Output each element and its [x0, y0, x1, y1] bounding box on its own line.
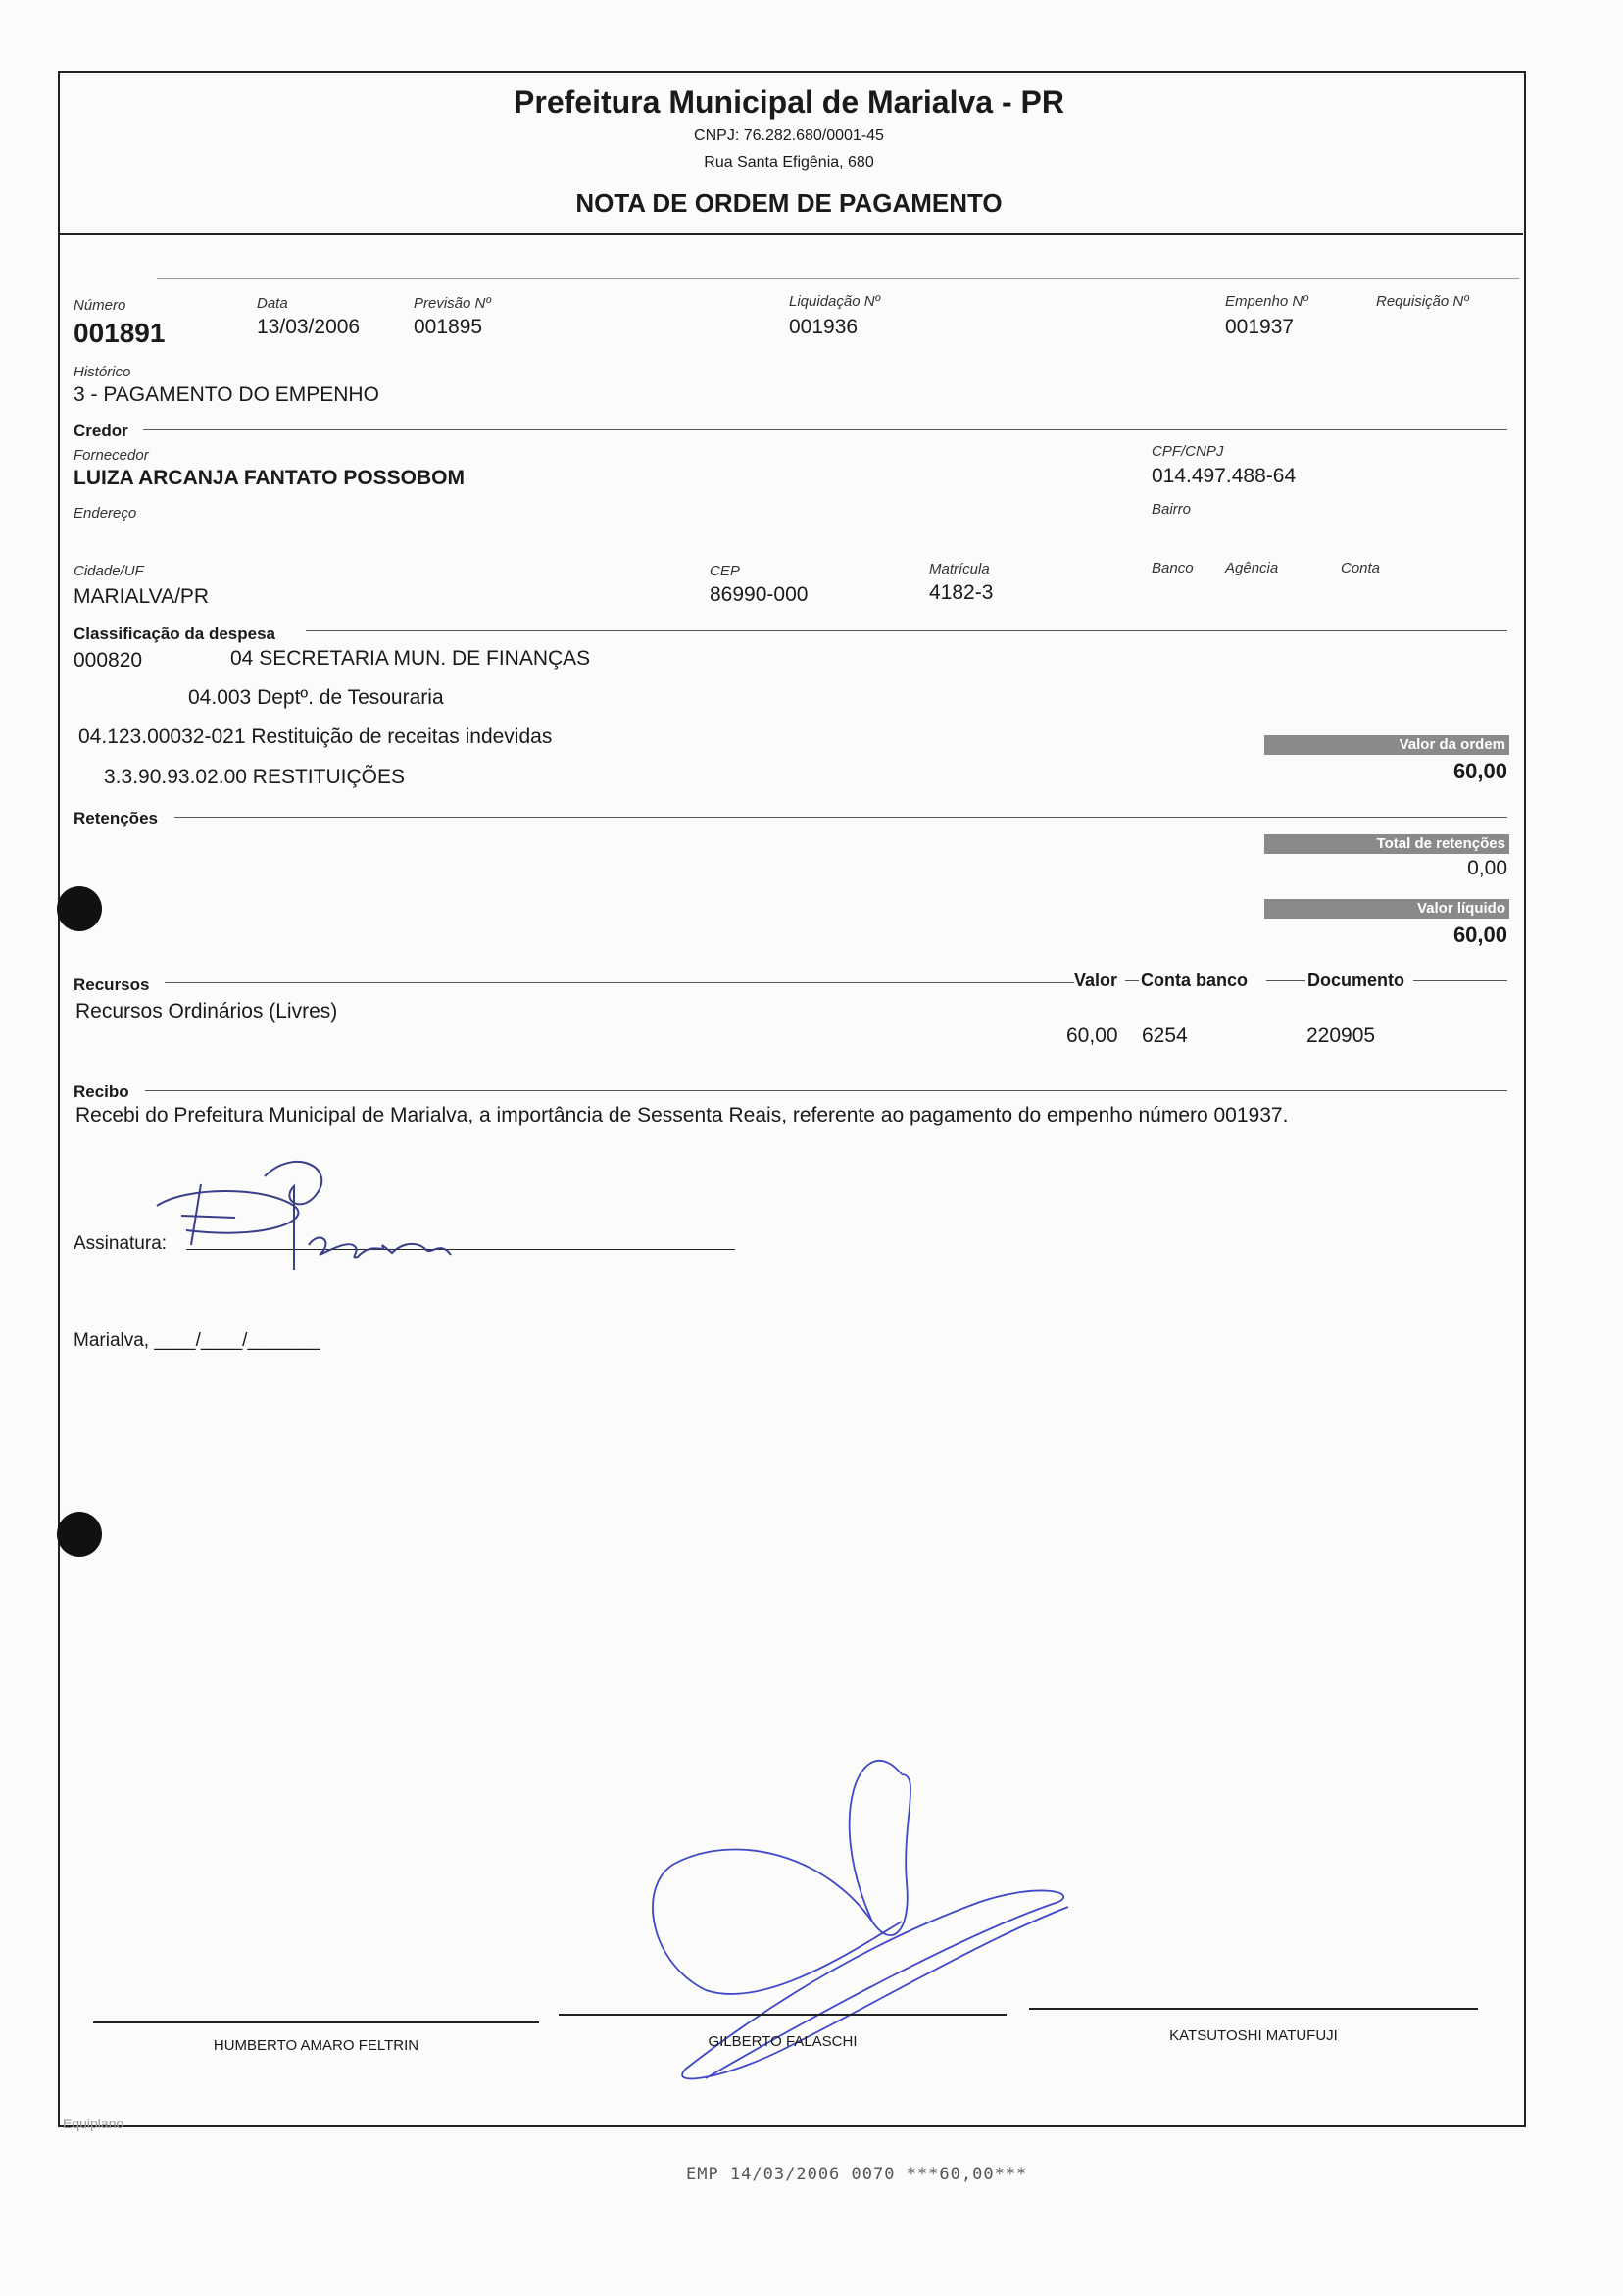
classificacao-line3: 04.123.00032-021 Restituição de receitas indevidas	[78, 725, 553, 748]
cidade-label: Cidade/UF	[74, 563, 144, 579]
signatory-3: KATSUTOSHI MATUFUJI	[1169, 2027, 1338, 2044]
recursos-dash-2	[1266, 980, 1305, 981]
valor-liquido-value: 60,00	[1452, 923, 1507, 947]
recibo-text: Recebi do Prefeitura Municipal de Marialva, a importância de Sessenta Reais, referente ao pagamento do empenho número 001937.	[75, 1104, 1289, 1126]
previsao-label: Previsão Nº	[414, 295, 491, 312]
valor-ordem-label: Valor da ordem	[1399, 736, 1505, 753]
fornecedor-value: LUIZA ARCANJA FANTATO POSSOBOM	[74, 467, 465, 489]
retencoes-divider	[174, 817, 1507, 818]
total-retencoes-label: Total de retenções	[1376, 835, 1505, 852]
total-retencoes-value: 0,00	[1467, 857, 1507, 879]
data-value: 13/03/2006	[257, 316, 361, 338]
cep-value: 86990-000	[710, 583, 809, 606]
historico-value: 3 - PAGAMENTO DO EMPENHO	[74, 383, 379, 406]
liquidacao-label: Liquidação Nº	[789, 293, 881, 310]
liquidacao-value: 001936	[789, 316, 859, 338]
recursos-dash-1	[1125, 980, 1139, 981]
numero-label: Número	[74, 297, 126, 314]
recibo-section: Recibo	[74, 1082, 129, 1101]
classificacao-line4: 3.3.90.93.02.00 RESTITUIÇÕES	[104, 766, 405, 788]
cpf-label: CPF/CNPJ	[1152, 443, 1224, 460]
header-divider	[59, 233, 1523, 235]
signature-line-1	[93, 2021, 539, 2023]
valor-ordem-value: 60,00	[1452, 759, 1507, 783]
endereco-label: Endereço	[74, 505, 137, 522]
cep-label: CEP	[710, 563, 740, 579]
recursos-valor-label: Valor	[1074, 971, 1118, 990]
cpf-value: 014.497.488-64	[1152, 465, 1297, 487]
recursos-documento-label: Documento	[1307, 971, 1404, 990]
recipient-signature	[147, 1147, 461, 1284]
empenho-label: Empenho Nº	[1225, 293, 1308, 310]
document-title: NOTA DE ORDEM DE PAGAMENTO	[575, 188, 1003, 218]
recursos-conta-label: Conta banco	[1141, 971, 1249, 990]
classificacao-divider	[306, 630, 1507, 631]
recibo-divider	[145, 1090, 1507, 1091]
recursos-section: Recursos	[74, 975, 150, 994]
numero-value: 001891	[74, 318, 166, 348]
classificacao-section: Classificação da despesa	[74, 624, 276, 643]
address-text: Rua Santa Efigênia, 680	[704, 154, 874, 171]
retencoes-section: Retenções	[74, 809, 158, 827]
total-retencoes-bar	[1264, 834, 1509, 854]
valor-liquido-bar	[1264, 899, 1509, 919]
fornecedor-label: Fornecedor	[74, 447, 149, 464]
data-label: Data	[257, 295, 288, 312]
bairro-label: Bairro	[1152, 501, 1192, 518]
assinatura-label: Assinatura:	[74, 1233, 168, 1254]
signature-line-3	[1029, 2008, 1478, 2010]
signatory-1: HUMBERTO AMARO FELTRIN	[213, 2037, 419, 2054]
recursos-valor: 60,00	[1066, 1024, 1118, 1047]
matricula-label: Matrícula	[929, 561, 990, 577]
historico-label: Histórico	[74, 364, 131, 380]
matricula-value: 4182-3	[929, 581, 994, 604]
classificacao-code: 000820	[74, 649, 143, 672]
punch-hole-bottom	[57, 1512, 102, 1557]
requisicao-label: Requisição Nº	[1376, 293, 1469, 310]
credor-section: Credor	[74, 422, 128, 440]
cnpj-text: CNPJ: 76.282.680/0001-45	[694, 127, 884, 144]
empenho-value: 001937	[1225, 316, 1295, 338]
classificacao-line1: 04 SECRETARIA MUN. DE FINANÇAS	[230, 647, 591, 670]
conta-label: Conta	[1341, 560, 1381, 576]
recursos-documento: 220905	[1306, 1024, 1376, 1047]
agencia-label: Agência	[1225, 560, 1279, 576]
valor-liquido-label: Valor líquido	[1416, 900, 1505, 917]
recursos-divider	[165, 982, 1074, 983]
cidade-value: MARIALVA/PR	[74, 585, 210, 608]
punch-hole-top	[57, 886, 102, 931]
recursos-conta: 6254	[1142, 1024, 1188, 1047]
valor-ordem-bar	[1264, 735, 1509, 755]
previsao-value: 001895	[414, 316, 483, 338]
signature-line-2	[559, 2014, 1007, 2016]
info-divider	[157, 278, 1519, 279]
recursos-dash-3	[1413, 980, 1507, 981]
equiplano-brand: Equiplano	[63, 2116, 124, 2131]
bank-stamp: EMP 14/03/2006 0070 ***60,00***	[686, 2165, 1028, 2184]
recursos-descricao: Recursos Ordinários (Livres)	[75, 1000, 338, 1023]
local-data-text: Marialva, ____/____/_______	[74, 1330, 320, 1351]
page-title: Prefeitura Municipal de Marialva - PR	[514, 84, 1064, 120]
credor-divider	[143, 429, 1507, 430]
classificacao-line2: 04.003 Deptº. de Tesouraria	[188, 686, 444, 709]
signatory-2: GILBERTO FALASCHI	[708, 2033, 858, 2050]
banco-label: Banco	[1152, 560, 1194, 576]
